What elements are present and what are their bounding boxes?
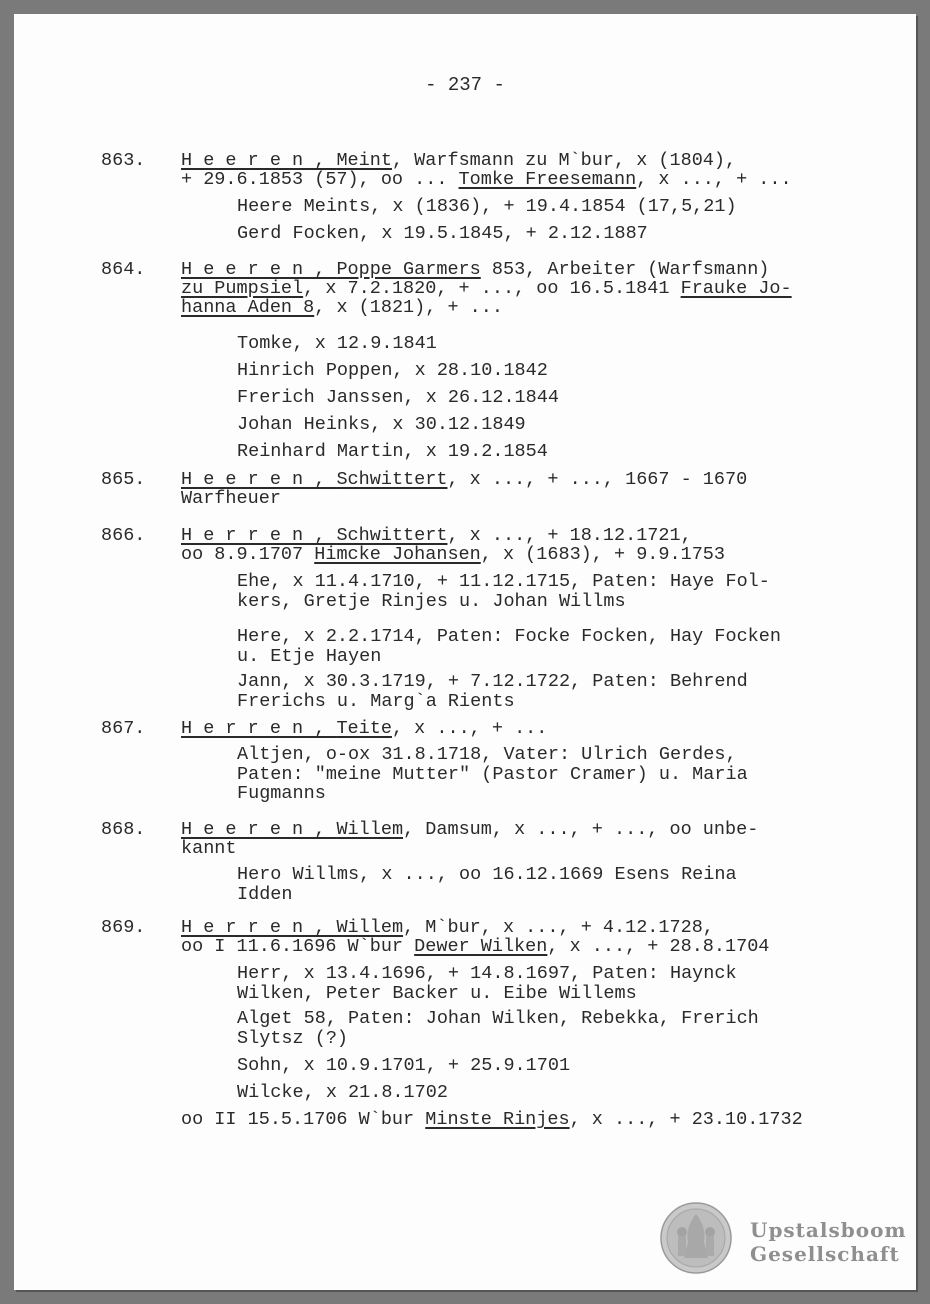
child-entry: Herr, x 13.4.1696, + 14.8.1697, Paten: Haynck Wilken, Peter Backer u. Eibe Willems [237,963,737,1004]
document-page [14,14,916,1290]
entry-main: H e r r e n , Willem, M`bur, x ..., + 4.12.1728, oo I 11.6.1696 W`bur Dewer Wilken, x ..., + 28.8.1704 [181,917,770,957]
entry-number: 868. [101,819,146,840]
spouse-name: Dewer Wilken [414,936,548,957]
family-name: H e e r e n , [181,259,337,280]
entry-number: 869. [101,917,146,938]
page-number: - 237 - [425,74,505,96]
child-entry: Hero Willms, x ..., oo 16.12.1669 Esens Reina Idden [237,864,737,905]
family-name: H e r r e n , [181,917,337,938]
child-entry: Here, x 2.2.1714, Paten: Focke Focken, Hay Focken u. Etje Hayen [237,626,781,667]
given-name: Willem [336,917,404,938]
entry-number: 865. [101,469,146,490]
given-name: Teite [336,718,392,739]
entry-main: H e r r e n , Schwittert, x ..., + 18.12.1721, oo 8.9.1707 Himcke Johansen, x (1683), + 9.9.1753 [181,525,726,565]
place-name: zu Pumpsiel [181,278,304,299]
family-name: H e r r e n , [181,525,337,546]
family-name: H e r r e n , [181,718,337,739]
spouse-name: Himcke Johansen [314,544,481,565]
entry-number: 864. [101,259,146,280]
entry-main: H e e r e n , Poppe Garmers 853, Arbeiter (Warfsmann) zu Pumpsiel, x 7.2.1820, + ..., oo 16.5.1841 Frauke Jo- hanna Aden 8, x (1821), + ... [181,259,792,318]
child-entry: Gerd Focken, x 19.5.1845, + 2.12.1887 [237,223,648,244]
entry-main: H e e r e n , Willem, Damsum, x ..., + ..., oo unbe- kannt [181,819,759,859]
child-entry: Hinrich Poppen, x 28.10.1842 [237,360,548,381]
entry-main: H e e r e n , Meint, Warfsmann zu M`bur, x (1804), + 29.6.1853 (57), oo ... Tomke Freesemann, x ..., + ... [181,150,792,190]
second-marriage: oo II 15.5.1706 W`bur Minste Rinjes, x ..., + 23.10.1732 [181,1109,803,1130]
child-entry: Sohn, x 10.9.1701, + 25.9.1701 [237,1055,571,1076]
spouse-name: Tomke Freesemann [458,169,637,190]
spouse-name-cont: hanna Aden 8 [181,297,315,318]
society-logo-text: Upstalsboom Gesellschaft [750,1218,907,1266]
entry-number: 866. [101,525,146,546]
entry-number: 867. [101,718,146,739]
given-name: Poppe Garmers [336,259,481,280]
child-entry: Heere Meints, x (1836), + 19.4.1854 (17,5,21) [237,196,737,217]
spouse-name: Frauke Jo- [680,278,792,299]
child-entry: Tomke, x 12.9.1841 [237,333,437,354]
entry-number: 863. [101,150,146,171]
child-entry: Reinhard Martin, x 19.2.1854 [237,441,548,462]
family-name: H e e r e n , [181,150,337,171]
child-entry: Alget 58, Paten: Johan Wilken, Rebekka, Frerich Slytsz (?) [237,1008,759,1049]
given-name: Willem [336,819,404,840]
child-entry: Jann, x 30.3.1719, + 7.12.1722, Paten: Behrend Frerichs u. Marg`a Rients [237,671,748,712]
child-entry: Johan Heinks, x 30.12.1849 [237,414,526,435]
family-name: H e e r e n , [181,469,337,490]
seal-icon [660,1202,732,1274]
given-name: Schwittert [336,469,448,490]
spouse-name: Minste Rinjes [425,1109,570,1130]
child-entry: Frerich Janssen, x 26.12.1844 [237,387,559,408]
family-name: H e e r e n , [181,819,337,840]
given-name: Schwittert [336,525,448,546]
entry-main: H e r r e n , Teite, x ..., + ... [181,718,548,739]
child-entry: Altjen, o-ox 31.8.1718, Vater: Ulrich Gerdes, Paten: "meine Mutter" (Pastor Cramer) u. Maria Fugmanns [237,744,748,804]
child-entry: Wilcke, x 21.8.1702 [237,1082,448,1103]
child-entry: Ehe, x 11.4.1710, + 11.12.1715, Paten: Haye Fol- kers, Gretje Rinjes u. Johan Willms [237,571,770,612]
entry-main: H e e r e n , Schwittert, x ..., + ..., 1667 - 1670 Warfheuer [181,469,748,509]
given-name: Meint [336,150,392,171]
